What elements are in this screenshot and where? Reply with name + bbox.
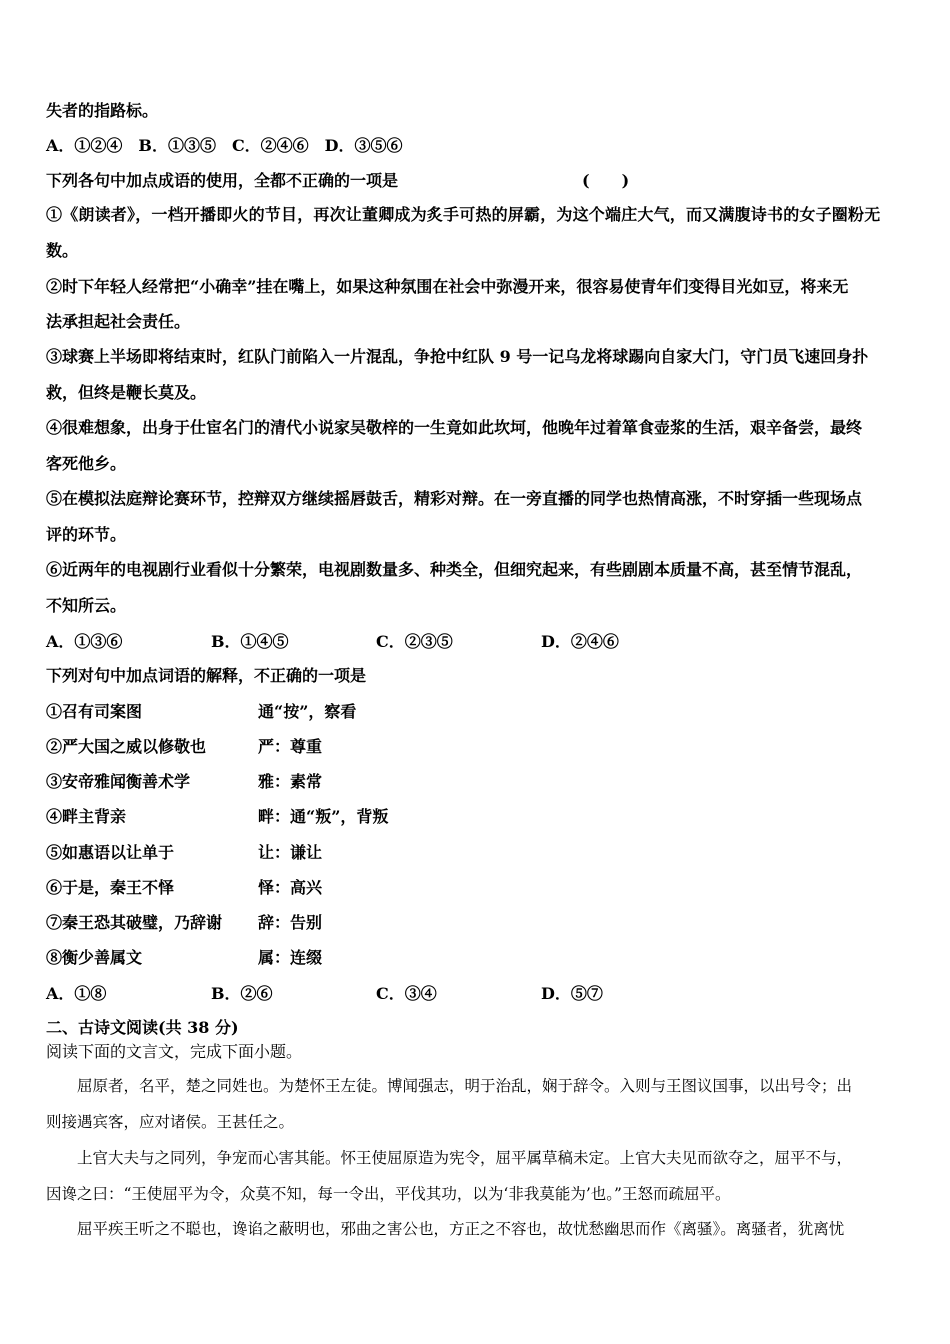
- idiom-sentence-5-line-1: ⑤在模拟法庭辩论赛环节，控辩双方继续摇唇鼓舌，精彩对辩。在一旁直播的同学也热情高涨，不时穿插一些现场点: [46, 489, 863, 508]
- word-option-d: D．⑤⑦: [541, 984, 603, 1003]
- word-item-3-meaning: 雅：素常: [258, 772, 323, 791]
- word-item-7-phrase: ⑦秦王恐其破璧，乃辞谢: [46, 913, 223, 932]
- idiom-question-stem: 下列各句中加点成语的使用，全都不正确的一项是: [46, 171, 399, 190]
- idiom-sentence-4-line-2: 客死他乡。: [46, 454, 127, 473]
- classical-text-paragraph-2-line-1: 上官大夫与之同列，争宠而心害其能。怀王使屈原造为宪令，屈平属草稿未定。上官大夫见而欲夺之，屈平不与，: [46, 1149, 853, 1167]
- answer-parentheses: ( ): [582, 171, 630, 190]
- word-item-8-meaning: 属：连缀: [258, 948, 323, 967]
- word-item-6-meaning: 怿：高兴: [258, 878, 323, 897]
- word-item-5-phrase: ⑤如惠语以让单于: [46, 843, 175, 862]
- idiom-option-b: B．①④⑤: [211, 632, 289, 651]
- idiom-sentence-4-line-1: ④很难想象，出身于仕宦名门的清代小说家吴敬梓的一生竟如此坎坷，他晚年过着箪食壶浆的生活，艰辛备尝，最终: [46, 418, 863, 437]
- classical-text-paragraph-1-line-1: 屈原者，名平，楚之同姓也。为楚怀王左徒。博闻强志，明于治乱，娴于辞令。入则与王图议国事，以出号令；出: [46, 1077, 853, 1095]
- idiom-sentence-6-line-2: 不知所云。: [46, 596, 127, 615]
- section-heading: 二、古诗文阅读(共 38 分): [46, 1018, 239, 1037]
- word-item-1-meaning: 通“按”，察看: [258, 702, 357, 721]
- word-item-1-phrase: ①召有司案图: [46, 702, 143, 721]
- idiom-option-a: A．①③⑥: [46, 632, 123, 651]
- prev-question-options: A．①②④ B．①③⑤ C．②④⑥ D．③⑤⑥: [46, 136, 403, 155]
- idiom-sentence-6-line-1: ⑥近两年的电视剧行业看似十分繁荣，电视剧数量多、种类全，但细究起来，有些剧剧本质量不高，甚至情节混乱，: [46, 560, 863, 579]
- word-option-b: B．②⑥: [211, 984, 273, 1003]
- prev-question-tail: 失者的指路标。: [46, 101, 159, 120]
- idiom-sentence-1-line-2: 数。: [46, 241, 79, 260]
- idiom-sentence-1-line-1: ①《朗读者》，一档开播即火的节目，再次让董卿成为炙手可热的屏霸，为这个端庄大气，而又满腹诗书的女子圈粉无: [46, 205, 881, 224]
- idiom-sentence-2-line-2: 法承担起社会责任。: [46, 312, 191, 331]
- classical-text-paragraph-2-line-2: 因谗之曰：“王使屈平为令，众莫不知，每一令出，平伐其功，以为‘非我莫能为’也。”王怒而疏屈平。: [46, 1185, 731, 1203]
- word-item-4-meaning: 畔：通“叛”，背叛: [258, 807, 389, 826]
- word-item-2-meaning: 严：尊重: [258, 737, 323, 756]
- idiom-sentence-5-line-2: 评的环节。: [46, 525, 127, 544]
- word-option-c: C．③④: [376, 984, 437, 1003]
- word-item-7-meaning: 辞：告别: [258, 913, 323, 932]
- idiom-sentence-3-line-2: 救，但终是鞭长莫及。: [46, 383, 207, 402]
- word-item-5-meaning: 让：谦让: [258, 843, 323, 862]
- classical-text-paragraph-1-line-2: 则接遇宾客，应对诸侯。王甚任之。: [46, 1113, 295, 1131]
- word-item-2-phrase: ②严大国之威以修敬也: [46, 737, 207, 756]
- word-item-3-phrase: ③安帝雅闻衡善术学: [46, 772, 191, 791]
- section-instructions: 阅读下面的文言文，完成下面小题。: [46, 1042, 303, 1061]
- word-item-8-phrase: ⑧衡少善属文: [46, 948, 143, 967]
- classical-text-paragraph-3-line-1: 屈平疾王听之不聪也，谗谄之蔽明也，邪曲之害公也，方正之不容也，故忧愁幽思而作《离骚》。离骚者，犹离忧: [46, 1220, 845, 1238]
- word-item-6-phrase: ⑥于是，秦王不怿: [46, 878, 175, 897]
- word-option-a: A．①⑧: [46, 984, 107, 1003]
- word-question-stem: 下列对句中加点词语的解释，不正确的一项是: [46, 666, 367, 685]
- idiom-sentence-3-line-1: ③球赛上半场即将结束时，红队门前陷入一片混乱，争抢中红队 9 号一记乌龙将球踢向自家大门，守门员飞速回身扑: [46, 347, 869, 366]
- word-item-4-phrase: ④畔主背亲: [46, 807, 127, 826]
- idiom-option-d: D．②④⑥: [541, 632, 619, 651]
- idiom-sentence-2-line-1: ②时下年轻人经常把“小确幸”挂在嘴上，如果这种氛围在社会中弥漫开来，很容易使青年们变得目光如豆，将来无: [46, 277, 849, 296]
- idiom-option-c: C．②③⑤: [376, 632, 453, 651]
